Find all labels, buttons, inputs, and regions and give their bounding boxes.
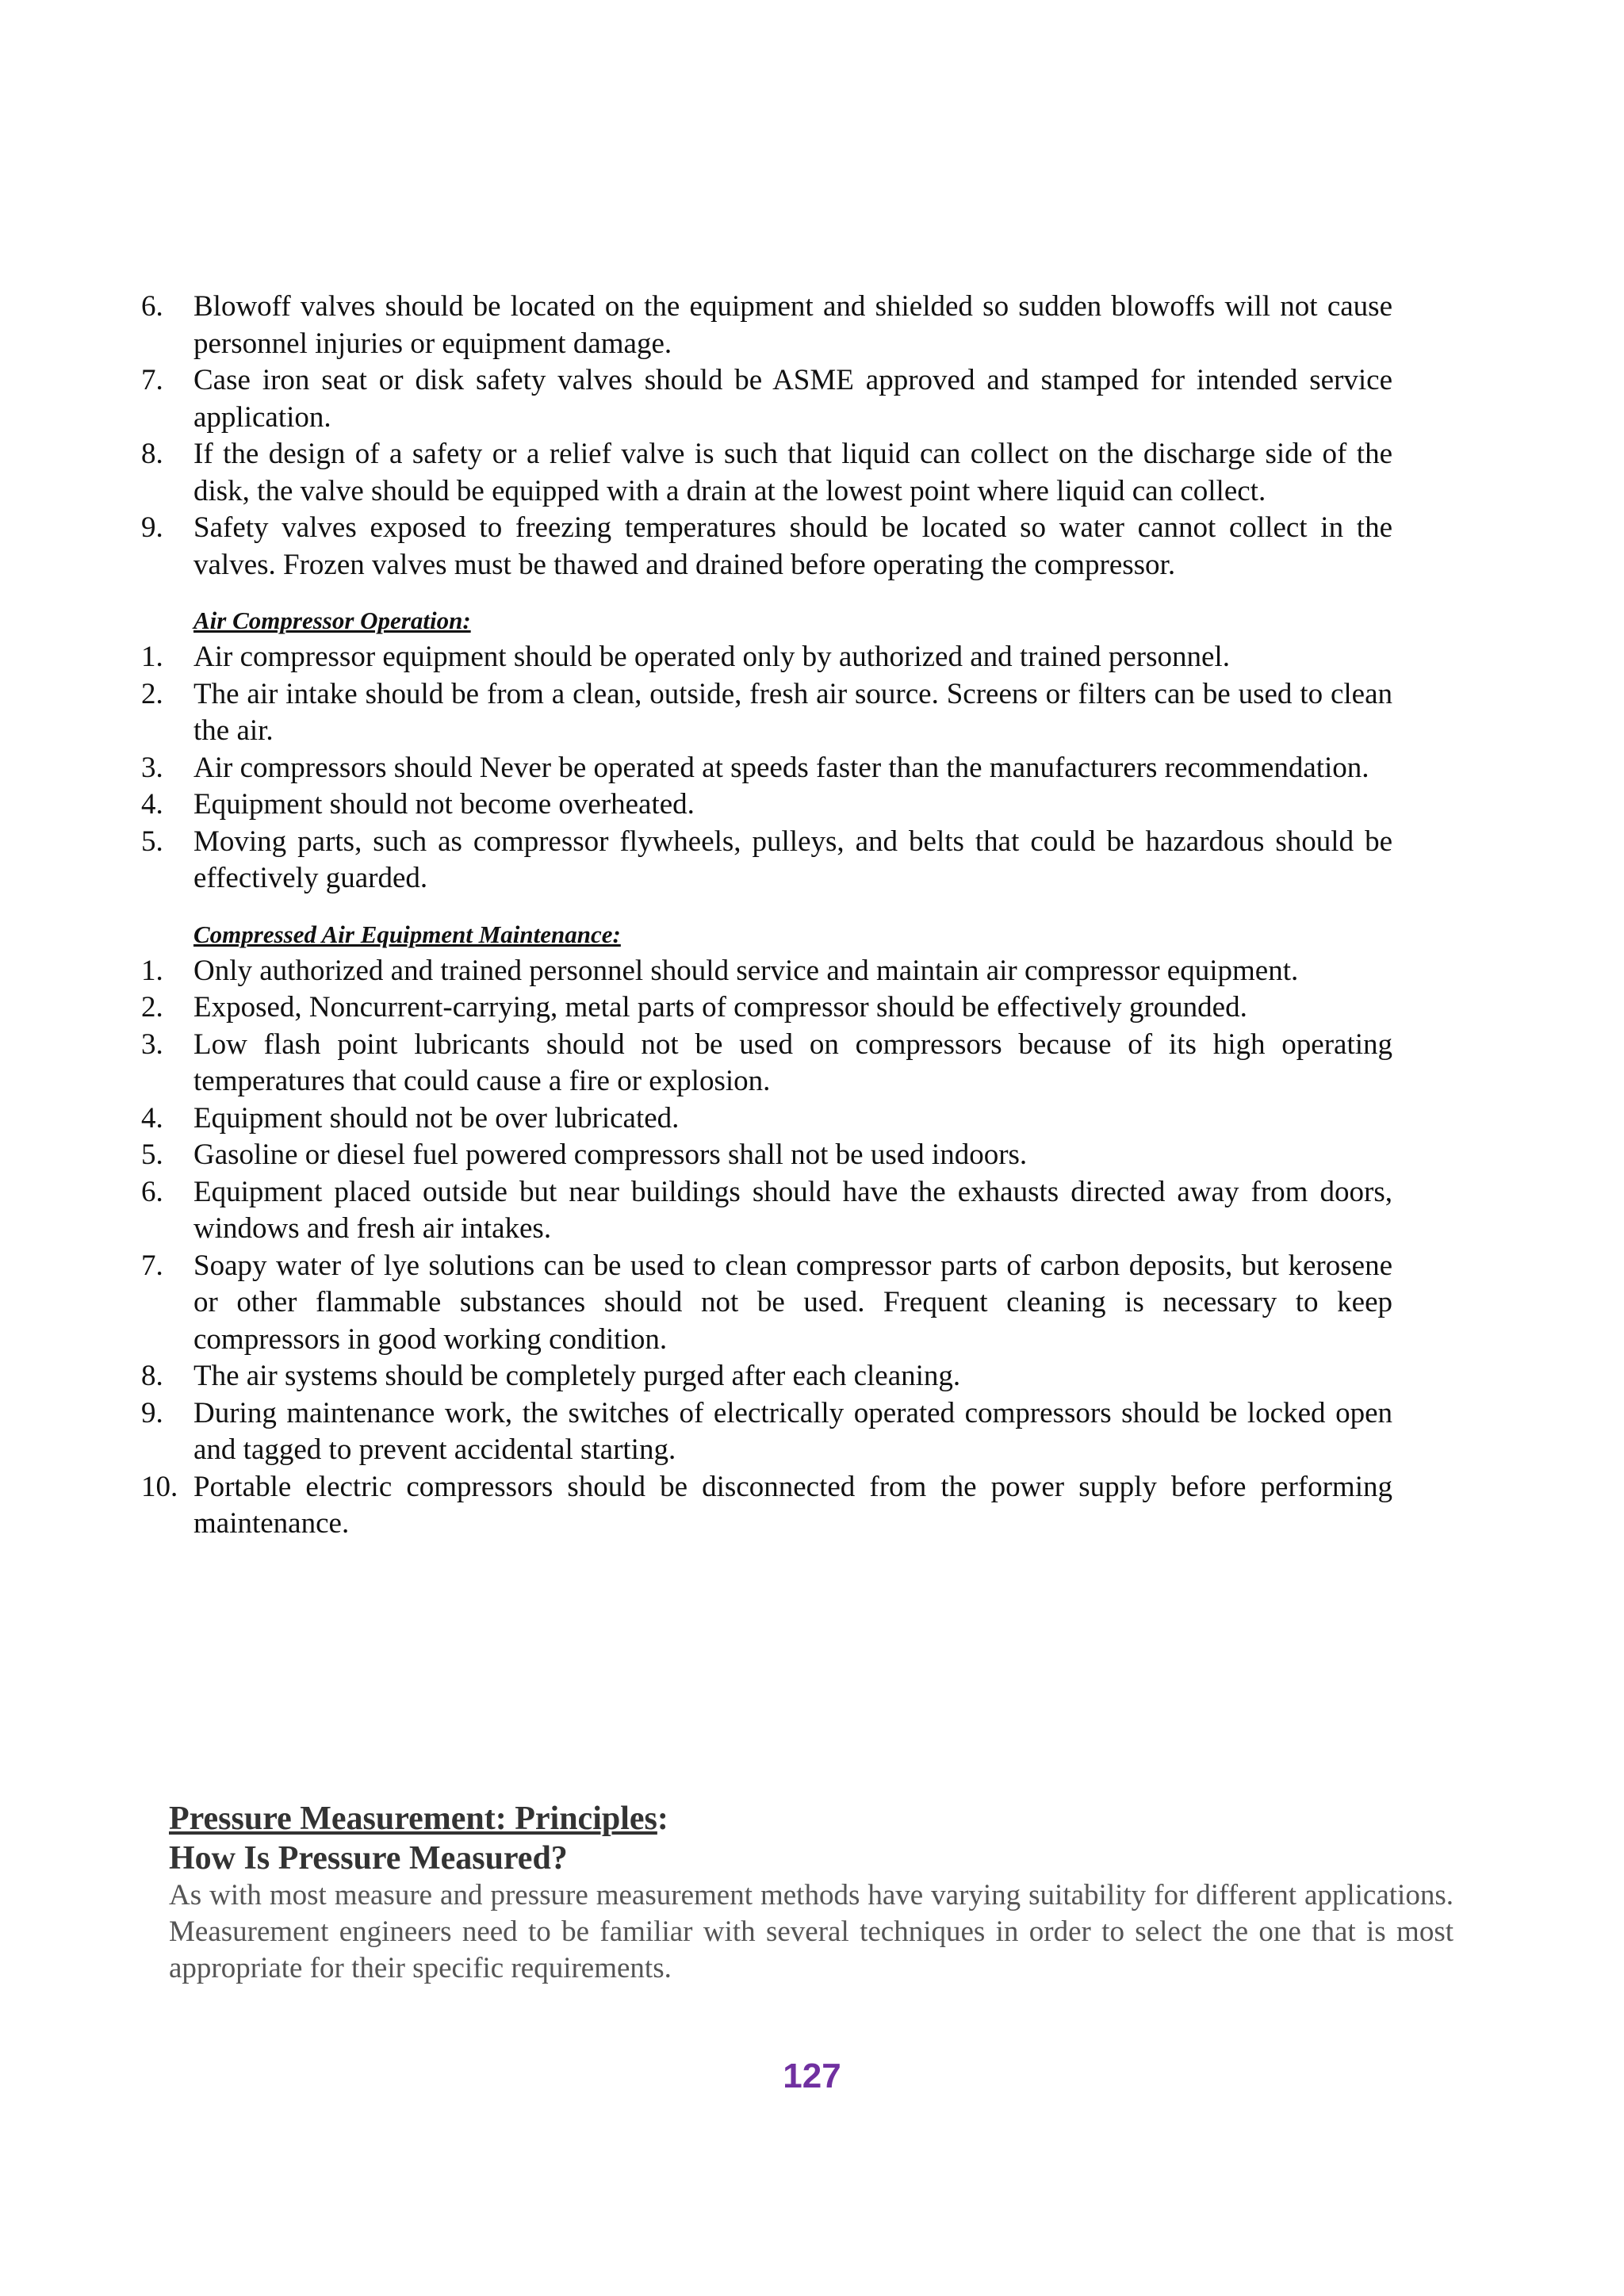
section-title-colon: : (657, 1800, 668, 1837)
pressure-section (169, 1798, 1454, 1987)
item-number: 8. (141, 1360, 163, 1392)
list-item (141, 510, 1392, 584)
item-text: Blowoff valves should be located on the equipment and shielded so sudden blowoffs will not cause personnel injuries or equipment damage. (193, 290, 1392, 360)
list-item (141, 1469, 1392, 1543)
item-text: Portable electric compressors should be disconnected from the power supply before performing maintenance. (193, 1470, 1392, 1540)
item-number: 6. (141, 290, 163, 323)
item-number: 3. (141, 1027, 163, 1061)
list-item (141, 362, 1392, 436)
safety-valve-list (141, 289, 1392, 584)
item-text: Air compressors should Never be operated at speeds faster than the manufacturers recommendation. (193, 751, 1369, 784)
page-number: 127 (783, 2057, 841, 2095)
item-text: Equipment placed outside but near buildings should have the exhausts directed away from doors, windows and fresh air intakes. (193, 1175, 1392, 1245)
list-item (141, 953, 1392, 990)
item-number: 5. (141, 1138, 163, 1171)
list-item (141, 639, 1392, 676)
list-item (141, 786, 1392, 824)
list-item (141, 436, 1392, 510)
list-item (141, 1100, 1392, 1138)
item-number: 4. (141, 788, 163, 821)
list-item (141, 824, 1392, 897)
list-item (141, 1027, 1392, 1100)
item-number: 9. (141, 511, 163, 544)
item-number: 2. (141, 677, 163, 710)
item-number: 2. (141, 991, 163, 1024)
section-title (169, 1798, 1454, 1839)
item-number: 7. (141, 364, 163, 396)
maintenance-list (141, 953, 1392, 1543)
item-number: 9. (141, 1396, 163, 1429)
section-subtitle: How Is Pressure Measured? (169, 1840, 568, 1877)
item-text: During maintenance work, the switches of electrically operated compressors should be locked open and tagged to prevent accidental starting. (193, 1396, 1392, 1466)
operation-list (141, 639, 1392, 897)
list-item (141, 1137, 1392, 1174)
item-number: 10. (141, 1470, 178, 1503)
list-item (141, 289, 1392, 362)
item-number: 1. (141, 641, 163, 673)
item-text: Case iron seat or disk safety valves should be ASME approved and stamped for intended service application. (193, 364, 1392, 434)
item-text: Low flash point lubricants should not be used on compressors because of its high operating temperatures that could cause a fire or explosion. (193, 1027, 1392, 1097)
item-text: Soapy water of lye solutions can be used to clean compressor parts of carbon deposits, but kerosene or other flammable substances should not be used. Frequent cleaning is necessary to keep compressors in good working condition. (193, 1249, 1392, 1356)
item-text: The air systems should be completely purged after each cleaning. (193, 1360, 961, 1392)
item-number: 4. (141, 1101, 163, 1135)
list-item (141, 750, 1392, 787)
item-number: 1. (141, 954, 163, 987)
item-text: Exposed, Noncurrent-carrying, metal parts of compressor should be effectively grounded. (193, 991, 1247, 1024)
item-text: Moving parts, such as compressor flywheels, pulleys, and belts that could be hazardous should be effectively guarded. (193, 825, 1392, 894)
item-text: Air compressor equipment should be operated only by authorized and trained personnel. (193, 641, 1230, 673)
list-item (141, 1174, 1392, 1248)
item-text: Gasoline or diesel fuel powered compressors shall not be used indoors. (193, 1138, 1028, 1171)
list-item (141, 1358, 1392, 1395)
item-number: 8. (141, 438, 163, 470)
item-text: The air intake should be from a clean, outside, fresh air source. Screens or filters can be used to clean the air. (193, 677, 1392, 747)
list-item (141, 1395, 1392, 1469)
operation-heading: Air Compressor Operation: (193, 607, 471, 634)
item-text: Only authorized and trained personnel should service and maintain air compressor equipment. (193, 954, 1299, 987)
document-body (141, 289, 1392, 1543)
section-title-text: Pressure Measurement: Principles (169, 1800, 657, 1837)
item-text: Equipment should not become overheated. (193, 788, 695, 821)
item-number: 5. (141, 825, 163, 858)
item-number: 6. (141, 1175, 163, 1208)
item-text: Safety valves exposed to freezing temperatures should be located so water cannot collect in the valves. Frozen valves must be thawed and drained before operating the compressor. (193, 511, 1392, 581)
maintenance-heading: Compressed Air Equipment Maintenance: (193, 920, 621, 948)
list-item (141, 989, 1392, 1027)
section-paragraph: As with most measure and pressure measurement methods have varying suitability for different applications. Measurement engineers need to be familiar with several techniques in order to select the one that is most appropriate for their specific requirements. (169, 1879, 1454, 1984)
item-number: 3. (141, 751, 163, 784)
list-item (141, 1248, 1392, 1359)
item-text: If the design of a safety or a relief valve is such that liquid can collect on the discharge side of the disk, the valve should be equipped with a drain at the lowest point where liquid can collect. (193, 438, 1392, 507)
item-number: 7. (141, 1249, 163, 1282)
list-item (141, 676, 1392, 750)
item-text: Equipment should not be over lubricated. (193, 1101, 680, 1135)
